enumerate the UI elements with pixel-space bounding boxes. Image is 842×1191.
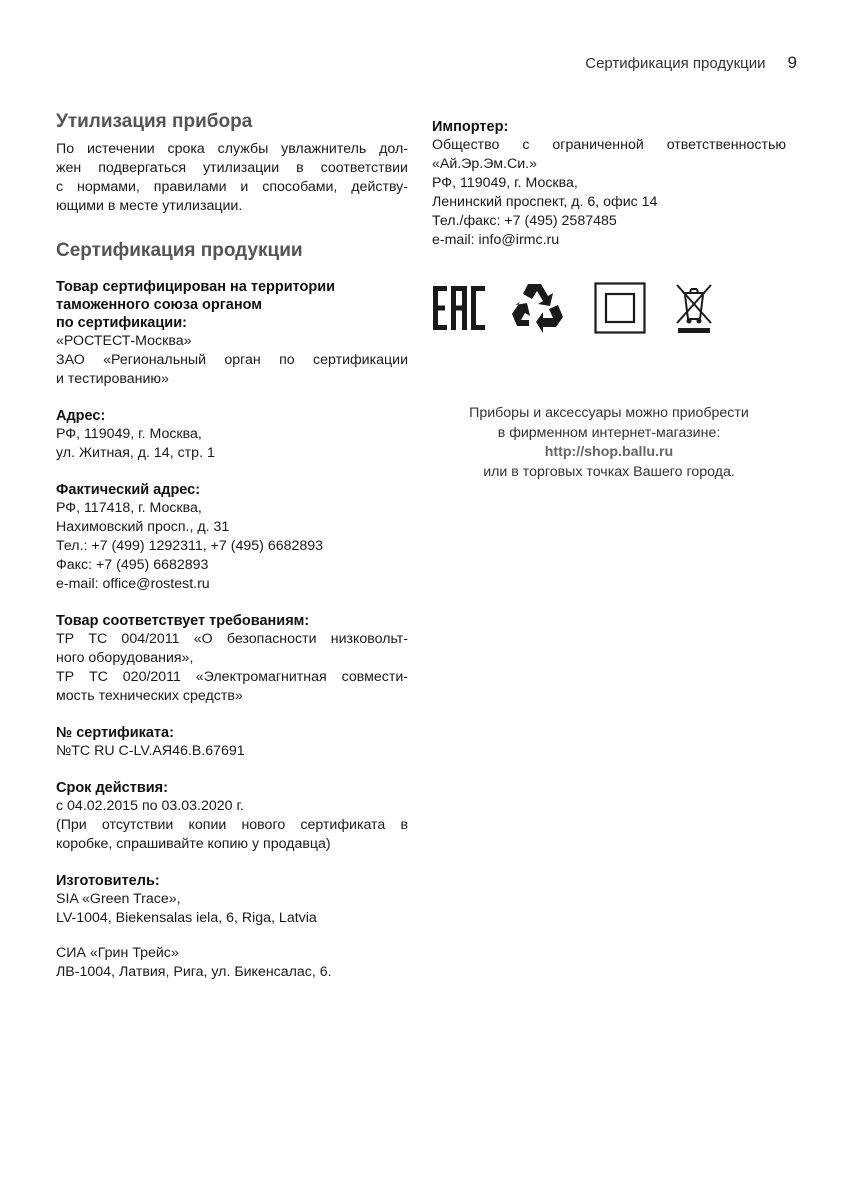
cert-body-line: ЗАО «Региональный орган по сертификации	[56, 352, 408, 368]
manufacturer-line-en: LV-1004, Biekensalas iela, 6, Riga, Latvia	[56, 910, 317, 926]
address-line: ул. Житная, д. 14, стр. 1	[56, 445, 215, 461]
requirements-line: мость технических средств»	[56, 688, 243, 704]
shop-url-link[interactable]: http://shop.ballu.ru	[544, 444, 674, 460]
disposal-line: По истечении срока службы увлажнитель дол-	[56, 141, 408, 157]
importer-phone: Тел./факс: +7 (495) 2587485	[432, 213, 617, 229]
disposal-heading: Утилизация прибора	[56, 111, 253, 132]
validity-block	[56, 779, 408, 854]
cert-body-title-line: таможенного союза органом	[56, 297, 263, 313]
shop-line: в фирменном интернет-магазине:	[497, 424, 721, 441]
validity-line: коробке, спрашивайте копию у продавца)	[56, 836, 331, 852]
cert-body-title-line: Товар сертифицирован на территории	[56, 279, 336, 295]
cert-body-line: и тестированию»	[56, 371, 169, 387]
disposal-line: ющими в месте утилизации.	[56, 198, 243, 214]
double-insulation-icon	[594, 282, 646, 334]
importer-line: Ленинский проспект, д. 6, офис 14	[432, 194, 658, 210]
importer-line: РФ, 119049, г. Москва,	[432, 175, 578, 191]
requirements-line: ного оборудования»,	[56, 650, 194, 666]
manufacturer-line-en: SIA «Green Trace»,	[56, 891, 181, 907]
running-header-title: Сертификация продукции	[585, 55, 766, 72]
actual-address-title: Фактический адрес:	[56, 482, 201, 498]
certification-marks	[432, 278, 786, 338]
validity-line: с 04.02.2015 по 03.03.2020 г.	[56, 798, 244, 814]
disposal-paragraph	[56, 140, 408, 216]
validity-line: (При отсутствии копии нового сертификата в	[56, 817, 408, 833]
page-number: 9	[787, 53, 797, 72]
shop-info	[432, 404, 786, 482]
shop-line: Приборы и аксессуары можно приобрести	[469, 405, 749, 421]
manufacturer-title: Изготовитель:	[56, 873, 160, 889]
cert-body-title-line: по сертификации:	[56, 315, 187, 331]
certificate-number-block	[56, 724, 408, 761]
requirements-line: ТР ТС 020/2011 «Электромагнитная совмести-	[56, 669, 408, 685]
phone-line: Тел.: +7 (499) 1292311, +7 (495) 6682893	[56, 538, 324, 554]
importer-title: Импортер:	[432, 119, 509, 135]
address-block	[56, 407, 408, 463]
requirements-block	[56, 612, 408, 706]
eac-mark-icon	[432, 280, 486, 336]
address-title: Адрес:	[56, 408, 106, 424]
actual-address-line: РФ, 117418, г. Москва,	[56, 500, 202, 516]
manufacturer-block	[56, 872, 408, 982]
left-column	[56, 110, 408, 982]
disposal-line: с нормами, правилами и способами, действу-	[56, 179, 408, 195]
manufacturer-line-ru: ЛВ-1004, Латвия, Рига, ул. Бикенсалас, 6.	[56, 964, 332, 980]
cert-body-line: «РОСТЕСТ-Москва»	[56, 333, 192, 349]
requirements-title: Товар соответствует требованиям:	[56, 613, 310, 629]
certificate-number-value: №ТС RU C-LV.АЯ46.В.67691	[56, 743, 245, 759]
actual-address-block	[56, 481, 408, 594]
recycle-icon	[508, 280, 564, 336]
right-column	[432, 118, 786, 482]
importer-line: «Ай.Эр.Эм.Си.»	[432, 156, 537, 172]
certificate-number-title: № сертификата:	[56, 725, 174, 741]
address-line: РФ, 119049, г. Москва,	[56, 426, 202, 442]
fax-line: Факс: +7 (495) 6682893	[56, 557, 209, 573]
importer-block	[432, 118, 786, 250]
email-line: e-mail: office@rostest.ru	[56, 576, 210, 592]
disposal-line: жен подвергаться утилизации в соответствии	[56, 160, 408, 176]
shop-line: или в торговых точках Вашего города.	[483, 463, 735, 480]
manufacturer-line-ru: СИА «Грин Трейс»	[56, 945, 179, 961]
importer-line: Общество с ограниченной ответственностью	[432, 137, 786, 153]
running-header	[585, 53, 797, 73]
importer-email: e-mail: info@irmc.ru	[432, 232, 560, 248]
validity-title: Срок действия:	[56, 780, 168, 796]
certification-body	[56, 278, 408, 389]
weee-crossed-bin-icon	[674, 281, 714, 335]
certification-heading: Сертификация продукции	[56, 240, 303, 261]
requirements-line: ТР ТС 004/2011 «О безопасности низковольт-	[56, 631, 408, 647]
actual-address-line: Нахимовский просп., д. 31	[56, 519, 230, 535]
